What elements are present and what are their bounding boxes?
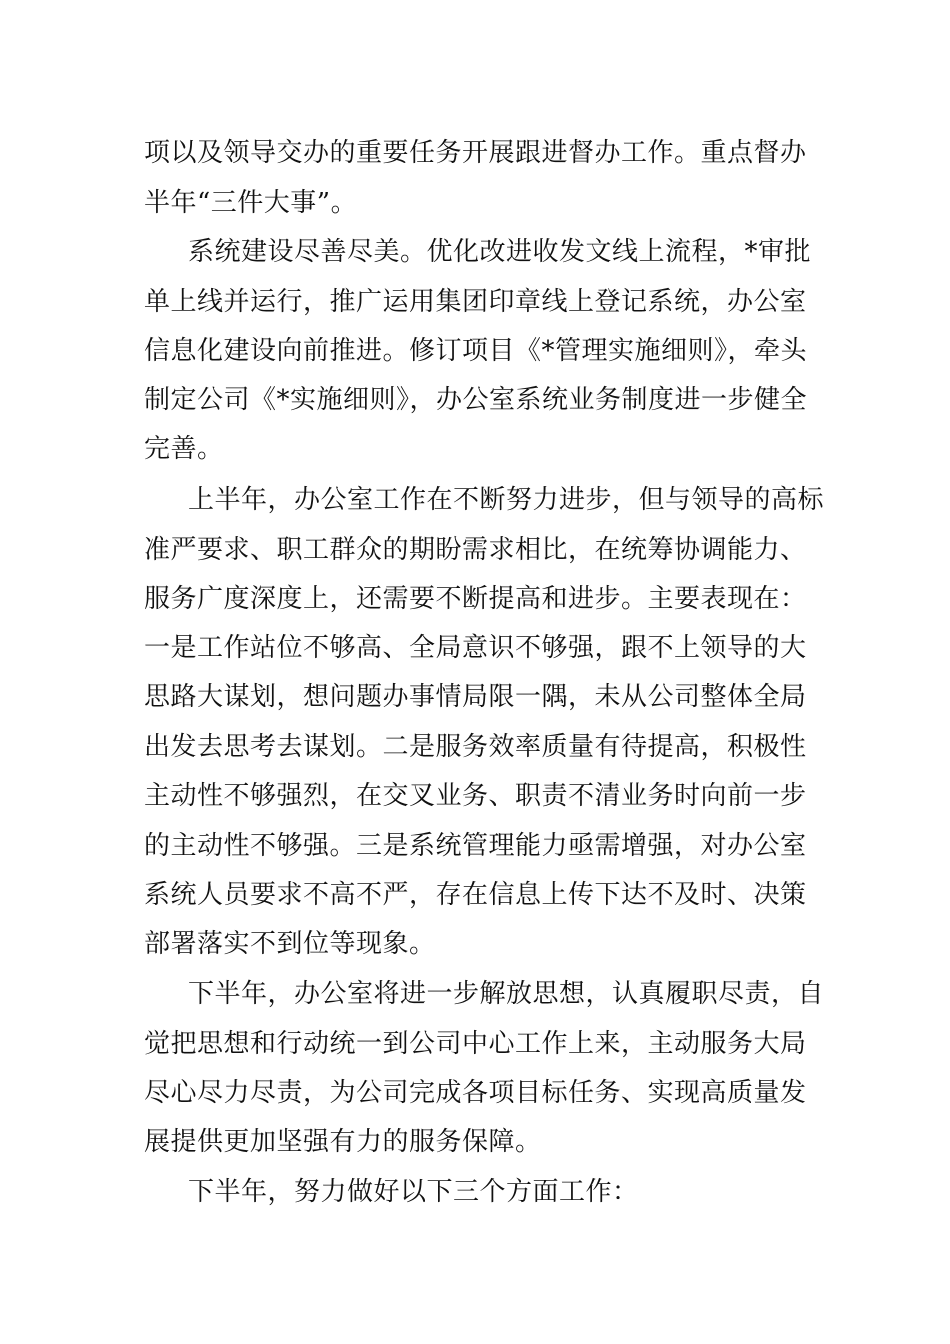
paragraph-first-line: 系统建设尽善尽美。优化改进收发文线上流程，*审批 [188, 237, 812, 267]
text-line: 项以及领导交办的重要任务开展跟进督办工作。重点督办 [144, 138, 807, 168]
text-line: 准严要求、职工群众的期盼需求相比，在统筹协调能力、 [144, 535, 807, 565]
text-line: 主动性不够强烈，在交叉业务、职责不清业务时向前一步 [144, 781, 807, 811]
text-line: 部署落实不到位等现象。 [144, 929, 436, 959]
text-line: 出发去思考去谋划。二是服务效率质量有待提高，积极性 [144, 732, 807, 762]
text-line: 尽心尽力尽责，为公司完成各项目标任务、实现高质量发 [144, 1078, 807, 1108]
text-line: 展提供更加坚强有力的服务保障。 [144, 1127, 542, 1157]
text-line: 半年“三件大事”。 [144, 188, 358, 218]
paragraph-first-line: 下半年，努力做好以下三个方面工作： [188, 1177, 639, 1207]
text-line: 系统人员要求不高不严，存在信息上传下达不及时、决策 [144, 880, 807, 910]
text-line: 思路大谋划，想问题办事情局限一隅，未从公司整体全局 [144, 682, 807, 712]
text-line: 服务广度深度上，还需要不断提高和进步。主要表现在： [144, 584, 807, 614]
paragraph-first-line: 上半年，办公室工作在不断努力进步，但与领导的高标 [188, 485, 825, 515]
text-line: 觉把思想和行动统一到公司中心工作上来，主动服务大局 [144, 1029, 807, 1059]
text-line: 的主动性不够强。三是系统管理能力亟需增强，对办公室 [144, 831, 807, 861]
text-line: 信息化建设向前推进。修订项目《*管理实施细则》，牵头 [144, 336, 808, 366]
paragraph-first-line: 下半年，办公室将进一步解放思想，认真履职尽责，自 [188, 979, 825, 1009]
text-line: 单上线并运行，推广运用集团印章线上登记系统，办公室 [144, 287, 807, 317]
text-line: 一是工作站位不够高、全局意识不够强，跟不上领导的大 [144, 633, 807, 663]
text-line: 制定公司《*实施细则》，办公室系统业务制度进一步健全 [144, 385, 808, 415]
text-line: 完善。 [144, 434, 224, 464]
